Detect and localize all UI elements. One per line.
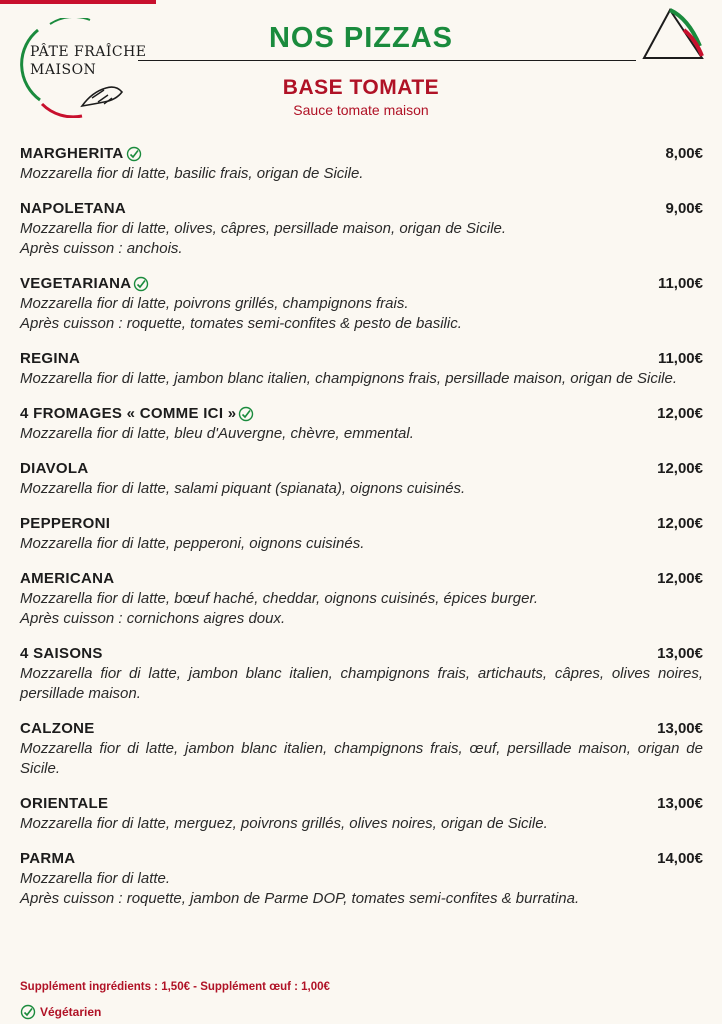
logo-text-line2: MAISON (30, 62, 97, 78)
menu-item-description: Mozzarella fior di latte, salami piquant (spianata), oignons cuisinés. (20, 480, 466, 497)
vegetarian-icon (20, 1004, 36, 1020)
menu-item-name (20, 720, 95, 737)
top-accent-strip (0, 0, 156, 4)
menu-item-name-text: 4 SAISONS (20, 645, 103, 662)
section-subtitle: Sauce tomate maison (293, 102, 429, 118)
vegetarian-icon (238, 406, 254, 422)
menu-item-name (20, 515, 110, 532)
menu-item (20, 458, 703, 499)
menu-item-name-text: VEGETARIANA (20, 275, 132, 292)
menu-item-header (20, 568, 703, 589)
menu-item-price: 13,00€ (657, 720, 703, 737)
menu-item-description: Mozzarella fior di latte. (20, 870, 171, 887)
vegetarian-icon (133, 276, 149, 292)
vegetarian-icon (126, 146, 142, 162)
menu-item-name-text: NAPOLETANA (20, 200, 127, 217)
menu-item-name (20, 405, 254, 422)
menu-item-name-text: PARMA (20, 850, 76, 867)
menu-item-header (20, 403, 703, 424)
menu-item-header (20, 718, 703, 739)
menu-item-header (20, 198, 703, 219)
menu-item-name-text: MARGHERITA (20, 145, 124, 162)
menu-item (20, 643, 703, 704)
menu-item-name (20, 645, 103, 662)
menu-item-name (20, 275, 149, 292)
menu-item-name-text: REGINA (20, 350, 81, 367)
menu-item-price: 9,00€ (665, 200, 703, 217)
menu-item-name-text: PEPPERONI (20, 515, 111, 532)
menu-item-price: 13,00€ (657, 645, 703, 662)
menu-item-name-text: AMERICANA (20, 570, 115, 587)
menu-item-header (20, 348, 703, 369)
menu-item-price: 11,00€ (657, 275, 703, 292)
menu-item-description: Après cuisson : anchois. (20, 240, 183, 257)
menu-item (20, 403, 703, 444)
menu-item (20, 143, 703, 184)
menu-item-header (20, 513, 703, 534)
menu-item-description: Mozzarella fior di latte, poivrons grillés, champignons frais. (20, 295, 409, 312)
menu-item-header (20, 143, 703, 164)
menu-item (20, 513, 703, 554)
menu-item (20, 848, 703, 909)
section-title: BASE TOMATE (282, 76, 440, 99)
page-title: NOS PIZZAS (268, 22, 453, 54)
menu-item-price: 12,00€ (657, 460, 703, 477)
menu-item-header (20, 273, 703, 294)
menu-item-name (20, 200, 126, 217)
menu-item-price: 13,00€ (657, 795, 703, 812)
menu-item-price: 12,00€ (657, 570, 703, 587)
menu-item-header (20, 643, 703, 664)
menu-item-description: Mozzarella fior di latte, pepperoni, oignons cuisinés. (20, 535, 365, 552)
title-divider (138, 60, 636, 61)
menu-item (20, 568, 703, 629)
menu-item-description: Après cuisson : roquette, jambon de Parme DOP, tomates semi-confites & burratina. (20, 890, 580, 907)
menu-item-description: Mozzarella fior di latte, basilic frais, origan de Sicile. (20, 165, 364, 182)
menu-item-name (20, 350, 80, 367)
menu-item-name (20, 850, 75, 867)
supplements-note: Supplément ingrédients : 1,50€ - Supplément œuf : 1,00€ (20, 981, 330, 993)
menu-item-name-text: ORIENTALE (20, 795, 109, 812)
pizza-menu-list (20, 143, 703, 909)
menu-item (20, 198, 703, 259)
menu-item-price: 12,00€ (657, 515, 703, 532)
menu-item (20, 273, 703, 334)
menu-item-name (20, 460, 89, 477)
menu-item-price: 14,00€ (657, 850, 703, 867)
menu-item-header (20, 458, 703, 479)
menu-item-price: 8,00€ (665, 145, 703, 162)
menu-item-name-text: DIAVOLA (20, 460, 89, 477)
menu-item-description: Après cuisson : roquette, tomates semi-confites & pesto de basilic. (20, 315, 462, 332)
menu-item-header (20, 793, 703, 814)
pizza-slice-icon (640, 6, 706, 62)
menu-item-name-text: CALZONE (20, 720, 95, 737)
menu-item-price: 12,00€ (657, 405, 703, 422)
menu-item (20, 718, 703, 779)
menu-item-name-text: 4 FROMAGES « COMME ICI » (20, 405, 237, 422)
menu-item (20, 348, 703, 389)
menu-item-description: Après cuisson : cornichons aigres doux. (20, 610, 286, 627)
menu-item-description: Mozzarella fior di latte, bleu d'Auvergne, chèvre, emmental. (20, 425, 414, 442)
vegetarian-legend-label: Végétarien (40, 1005, 102, 1019)
logo-text-line1: PÂTE FRAÎCHE (30, 44, 147, 60)
menu-item (20, 793, 703, 834)
menu-item-description: Mozzarella fior di latte, merguez, poivrons grillés, olives noires, origan de Sicile. (20, 815, 548, 832)
menu-item-header (20, 848, 703, 869)
menu-item-name (20, 145, 142, 162)
menu-item-description: Mozzarella fior di latte, jambon blanc italien, champignons frais, œuf, persillade maison, origan de Sicile. (20, 740, 703, 777)
menu-item-description: Mozzarella fior di latte, olives, câpres, persillade maison, origan de Sicile. (20, 220, 507, 237)
vegetarian-legend (20, 1004, 101, 1020)
menu-item-name (20, 570, 114, 587)
menu-item-description: Mozzarella fior di latte, bœuf haché, cheddar, oignons cuisinés, épices burger. (20, 590, 539, 607)
menu-item-description: Mozzarella fior di latte, jambon blanc italien, champignons frais, persillade maison, origan de Sicile. (20, 370, 677, 387)
menu-item-name (20, 795, 108, 812)
menu-item-price: 11,00€ (657, 350, 703, 367)
menu-item-description: Mozzarella fior di latte, jambon blanc italien, champignons frais, artichauts, câpres, olives noires, persillade maison. (20, 665, 703, 702)
